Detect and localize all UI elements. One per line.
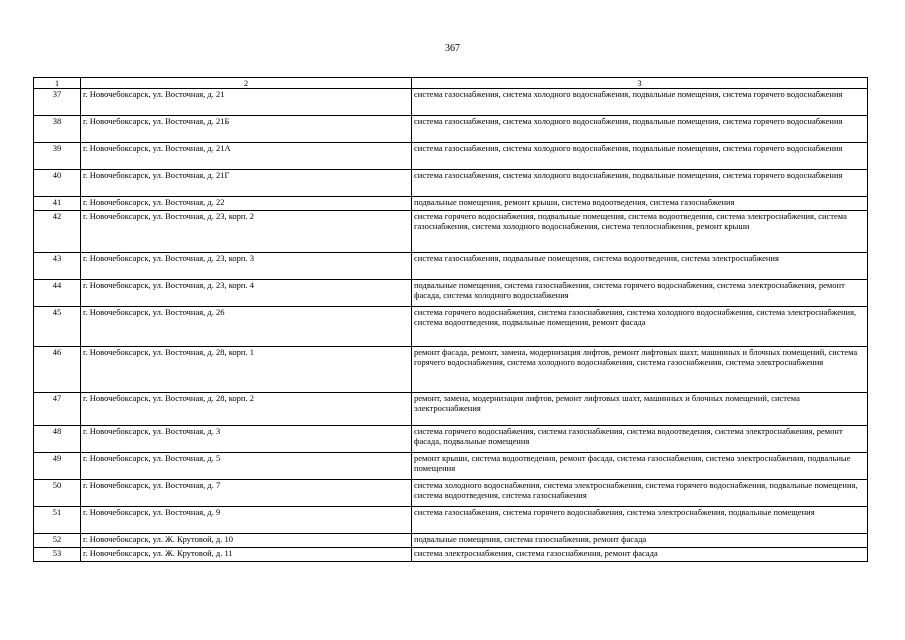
row-works: система электроснабжения, система газоснабжения, ремонт фасада — [412, 548, 868, 562]
page-number: 367 — [445, 43, 460, 54]
row-works: система газоснабжения, система холодного водоснабжения, подвальные помещения, система горячего водоснабжения — [412, 89, 868, 116]
row-works: система холодного водоснабжения, система электроснабжения, система горячего водоснабжения, подвальные помещения, система водоотведения, система газоснабжения — [412, 480, 868, 507]
row-works: ремонт фасада, ремонт, замена, модернизация лифтов, ремонт лифтовых шахт, машинных и блочных помещений, система горячего водоснабжения, система холодного водоснабжения, система газоснабжения, система электроснабжения — [412, 347, 868, 393]
row-address: г. Новочебоксарск, ул. Восточная, д. 21 — [81, 89, 412, 116]
column-header-3: 3 — [412, 78, 868, 89]
row-works: система горячего водоснабжения, система газоснабжения, система водоотведения, система электроснабжения, ремонт фасада, подвальные помещения — [412, 426, 868, 453]
row-number: 50 — [34, 480, 81, 507]
row-address: г. Новочебоксарск, ул. Восточная, д. 23, корп. 4 — [81, 280, 412, 307]
row-number: 53 — [34, 548, 81, 562]
table-row — [34, 347, 868, 393]
row-address: г. Новочебоксарск, ул. Ж. Крутовой, д. 10 — [81, 534, 412, 548]
row-address: г. Новочебоксарск, ул. Восточная, д. 21Б — [81, 116, 412, 143]
row-works: подвальные помещения, система газоснабжения, ремонт фасада — [412, 534, 868, 548]
row-works: подвальные помещения, система газоснабжения, система горячего водоснабжения, система электроснабжения, ремонт фасада, система холодного водоснабжения — [412, 280, 868, 307]
row-address: г. Новочебоксарск, ул. Восточная, д. 23, корп. 3 — [81, 253, 412, 280]
row-works: система горячего водоснабжения, система газоснабжения, система холодного водоснабжения, система электроснабжения, система водоотведения, подвальные помещения, ремонт фасада — [412, 307, 868, 347]
row-address: г. Новочебоксарск, ул. Восточная, д. 28, корп. 1 — [81, 347, 412, 393]
row-address: г. Новочебоксарск, ул. Восточная, д. 21А — [81, 143, 412, 170]
row-works: система газоснабжения, подвальные помещения, система водоотведения, система электроснабжения — [412, 253, 868, 280]
row-address: г. Новочебоксарск, ул. Восточная, д. 26 — [81, 307, 412, 347]
row-number: 38 — [34, 116, 81, 143]
table-header — [34, 78, 868, 89]
row-address: г. Новочебоксарск, ул. Восточная, д. 9 — [81, 507, 412, 534]
table-row — [34, 116, 868, 143]
row-address: г. Новочебоксарск, ул. Восточная, д. 21Г — [81, 170, 412, 197]
row-address: г. Новочебоксарск, ул. Восточная, д. 23, корп. 2 — [81, 211, 412, 253]
row-number: 40 — [34, 170, 81, 197]
table-row — [34, 534, 868, 548]
row-address: г. Новочебоксарск, ул. Ж. Крутовой, д. 11 — [81, 548, 412, 562]
column-header-1: 1 — [34, 78, 81, 89]
table-row — [34, 211, 868, 253]
row-number: 39 — [34, 143, 81, 170]
row-number: 37 — [34, 89, 81, 116]
table-row — [34, 453, 868, 480]
row-works: ремонт крыши, система водоотведения, ремонт фасада, система газоснабжения, система электроснабжения, подвальные помещения — [412, 453, 868, 480]
table-row — [34, 280, 868, 307]
row-number: 46 — [34, 347, 81, 393]
row-address: г. Новочебоксарск, ул. Восточная, д. 3 — [81, 426, 412, 453]
table-row — [34, 426, 868, 453]
row-works: система газоснабжения, система холодного водоснабжения, подвальные помещения, система горячего водоснабжения — [412, 116, 868, 143]
row-address: г. Новочебоксарск, ул. Восточная, д. 28, корп. 2 — [81, 393, 412, 426]
row-number: 52 — [34, 534, 81, 548]
row-works: ремонт, замена, модернизация лифтов, ремонт лифтовых шахт, машинных и блочных помещений, система электроснабжения — [412, 393, 868, 426]
table-row — [34, 393, 868, 426]
table-row — [34, 480, 868, 507]
row-address: г. Новочебоксарск, ул. Восточная, д. 22 — [81, 197, 412, 211]
table-row — [34, 170, 868, 197]
row-works: система газоснабжения, система холодного водоснабжения, подвальные помещения, система горячего водоснабжения — [412, 143, 868, 170]
row-number: 49 — [34, 453, 81, 480]
row-number: 43 — [34, 253, 81, 280]
table-row — [34, 253, 868, 280]
table-row — [34, 307, 868, 347]
row-works: система горячего водоснабжения, подвальные помещения, система водоотведения, система электроснабжения, система газоснабжения, система холодного водоснабжения, система теплоснабжения, ремонт крыши — [412, 211, 868, 253]
column-header-2: 2 — [81, 78, 412, 89]
table-row — [34, 507, 868, 534]
table-body — [34, 89, 868, 562]
row-number: 48 — [34, 426, 81, 453]
row-address: г. Новочебоксарск, ул. Восточная, д. 7 — [81, 480, 412, 507]
row-number: 47 — [34, 393, 81, 426]
table-row — [34, 197, 868, 211]
row-number: 45 — [34, 307, 81, 347]
header-row — [34, 78, 868, 89]
row-number: 51 — [34, 507, 81, 534]
table-row — [34, 143, 868, 170]
table-row — [34, 89, 868, 116]
row-works: система газоснабжения, система холодного водоснабжения, подвальные помещения, система горячего водоснабжения — [412, 170, 868, 197]
table-row — [34, 548, 868, 562]
row-number: 42 — [34, 211, 81, 253]
row-works: система газоснабжения, система горячего водоснабжения, система электроснабжения, подвальные помещения — [412, 507, 868, 534]
row-works: подвальные помещения, ремонт крыши, система водоотведения, система газоснабжения — [412, 197, 868, 211]
row-number: 41 — [34, 197, 81, 211]
row-number: 44 — [34, 280, 81, 307]
row-address: г. Новочебоксарск, ул. Восточная, д. 5 — [81, 453, 412, 480]
address-works-table — [33, 77, 868, 562]
